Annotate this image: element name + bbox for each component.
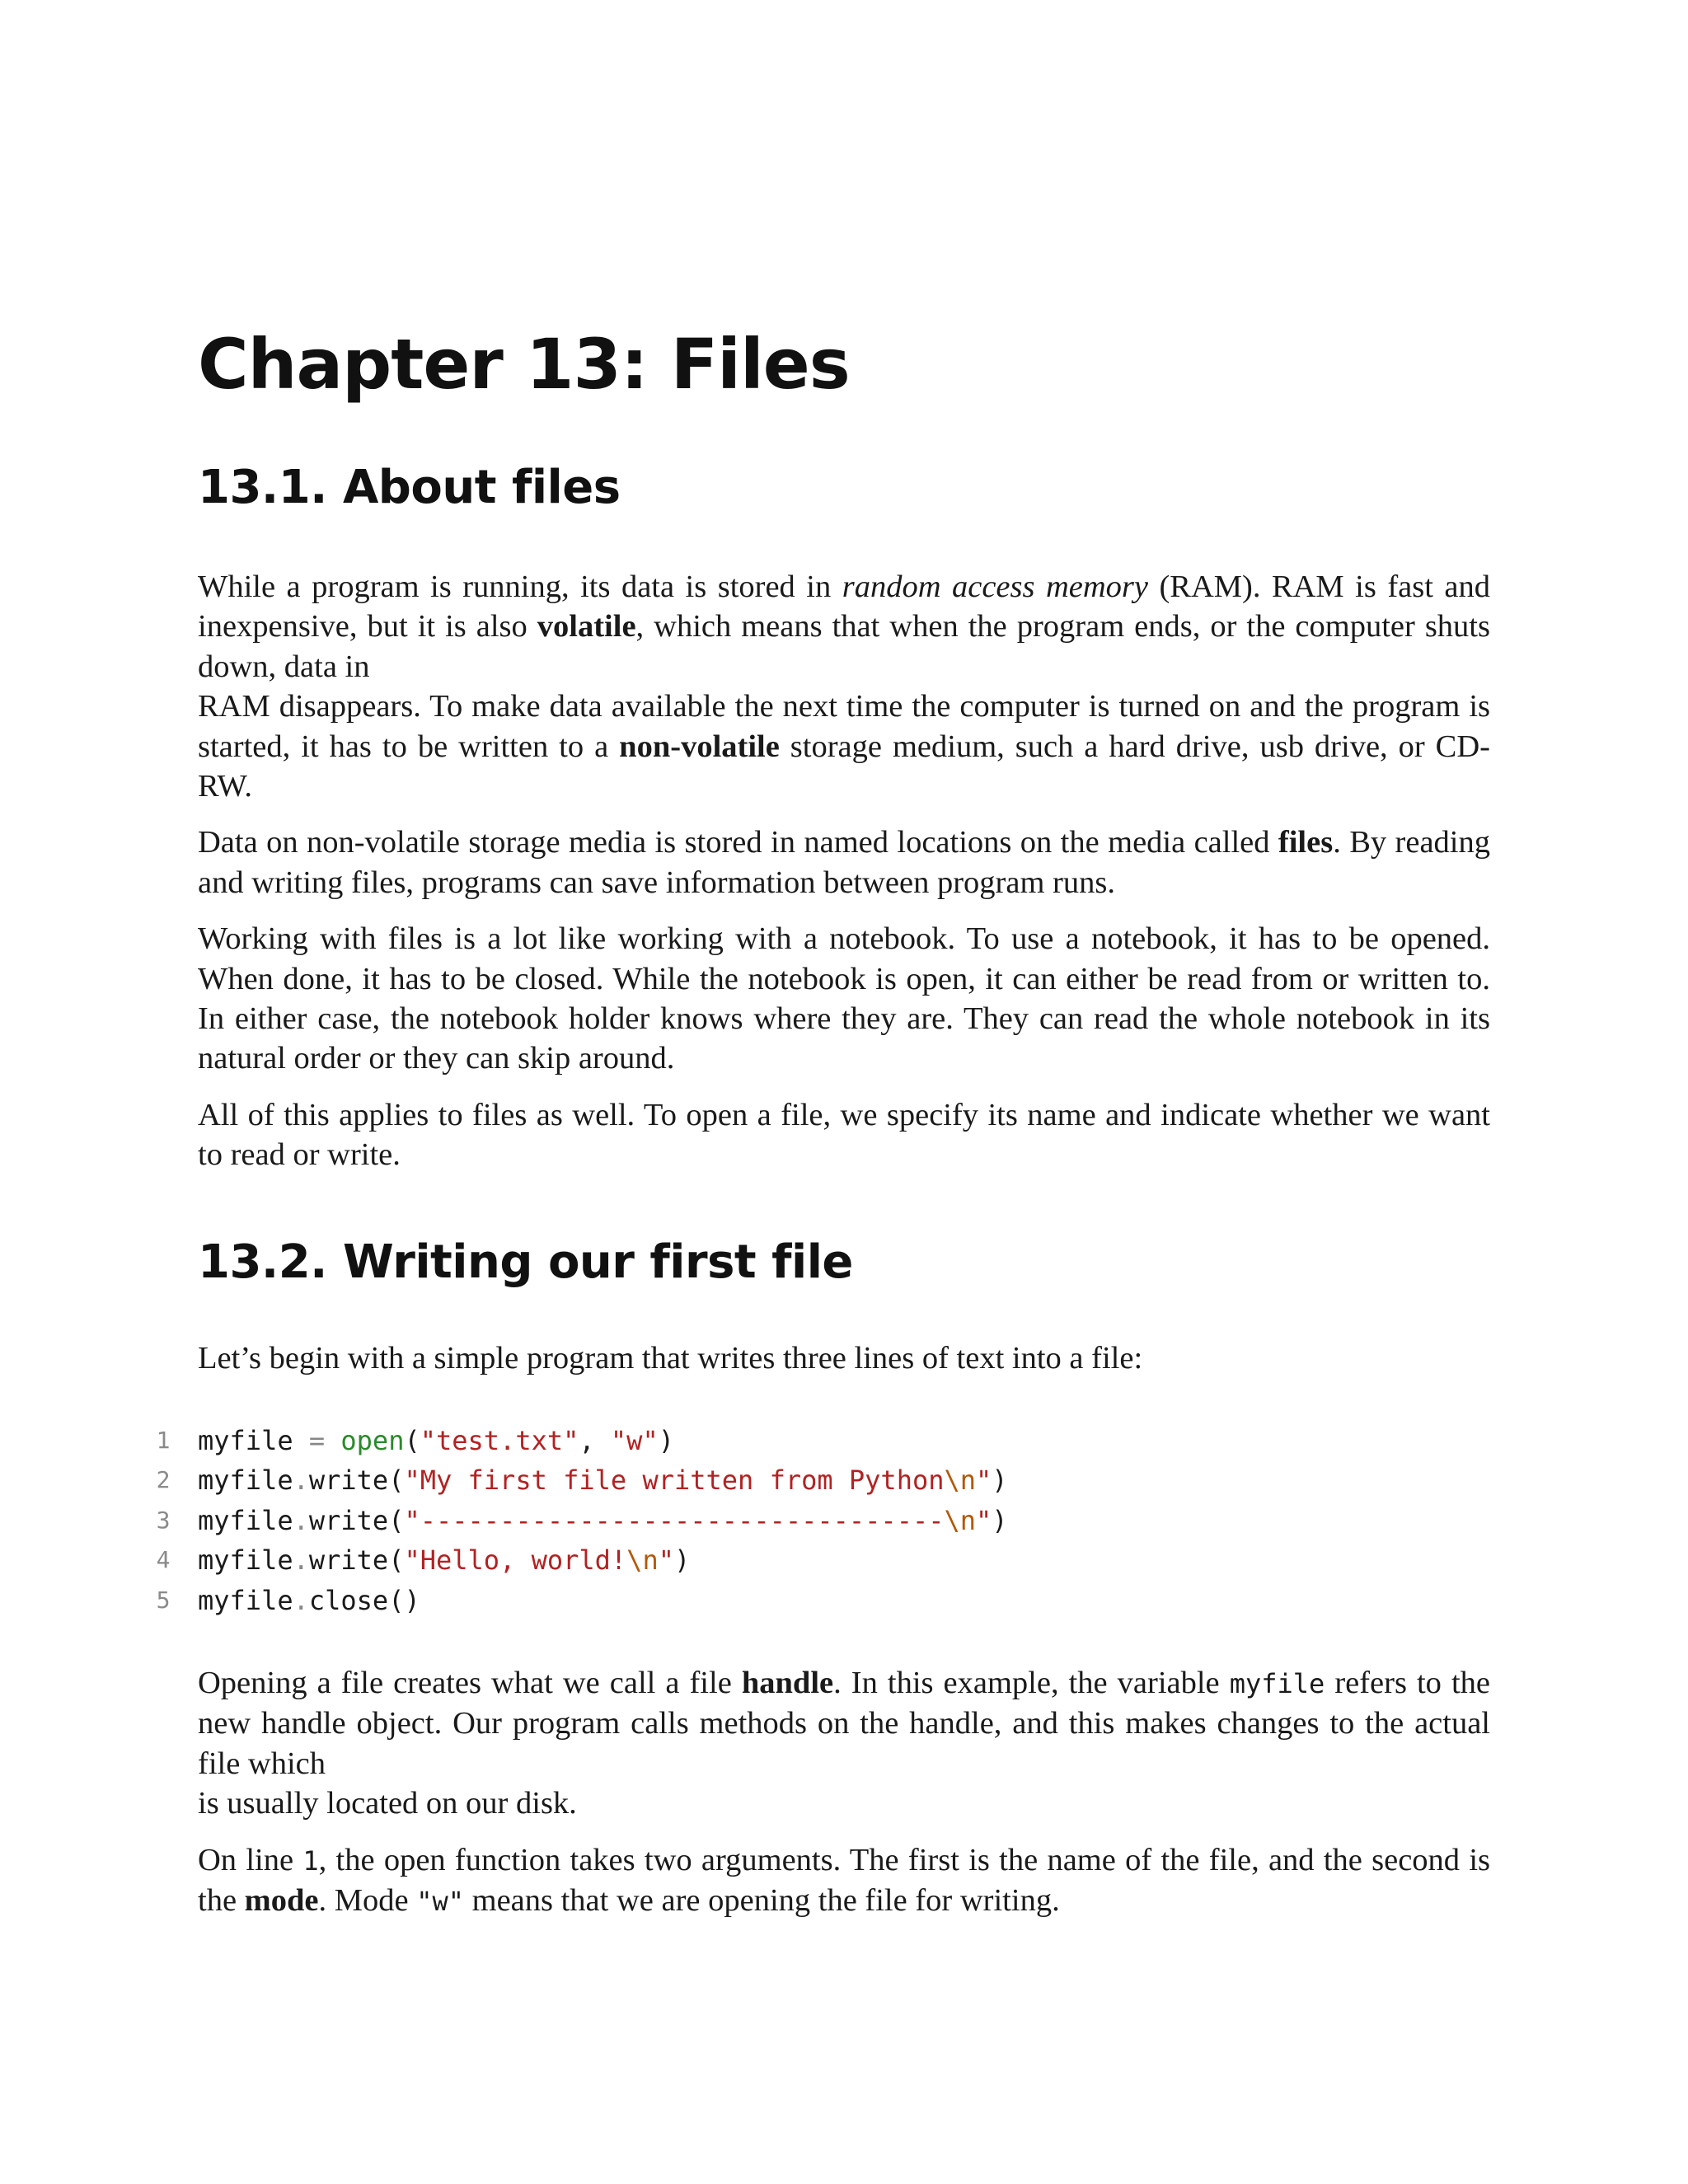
code-line [156,1460,1490,1500]
code-token: ) [992,1504,1008,1536]
code-token: \n [944,1465,977,1497]
line-number: 5 [156,1586,171,1614]
code-token: " [976,1504,992,1536]
text-run: All of this applies to files as well. To open a file, we specify its name and indicate whether we want to read or write. [198,1097,1490,1173]
code-token: "test.txt" [420,1425,579,1457]
code-token: . [293,1584,309,1616]
code-token: write [308,1544,389,1577]
inline-code: 1 [302,1844,319,1877]
text-run: is usually located on our disk. [198,1786,577,1821]
paragraph [198,1095,1490,1175]
code-token: write [308,1465,389,1497]
code-token: " [976,1465,992,1497]
code-token: , [579,1425,611,1457]
code-line [156,1421,1490,1460]
line-number: 3 [156,1506,171,1534]
italic-term: random access memory [842,569,1148,604]
text-run: Data on non-volatile storage media is stored in named locations on the media called [198,825,1278,860]
section-heading-about-files: 13.1. About files [198,461,621,514]
text-run: While a program is running, its data is stored in [198,569,842,604]
text-run: RAM disappears. To make data available the next time the computer is turned on and the program is started, it has to be written to a [198,689,1490,764]
text-run: . Mode [318,1883,417,1919]
bold-term: volatile [537,609,636,644]
text-run: means that we are opening the file for writing. [464,1883,1060,1919]
bold-term: non-volatile [619,729,780,764]
text-run: Working with files is a lot like working with a notebook. To use a notebook, it has to be opened. When done, it has to be closed. While the notebook is open, it can either be read from or written to. In either case, the notebook holder knows where they are. They can read the whole notebook in its natural order or they can skip around. [198,921,1490,1076]
code-token: " [658,1544,674,1577]
code-token: ( [388,1544,405,1577]
code-token: myfile [198,1425,293,1457]
paragraph [198,567,1490,806]
code-token: ) [673,1544,691,1577]
code-token: myfile [198,1544,293,1577]
code-token: \n [944,1504,977,1536]
text-run: . In this example, the variable [833,1666,1230,1701]
paragraph [198,823,1490,902]
document-page [156,324,1490,1921]
code-token: ) [658,1425,674,1457]
code-token: myfile [198,1465,293,1497]
text-run: Opening a file creates what we call a file [198,1666,742,1701]
code-token: . [293,1544,309,1577]
code-token: . [293,1465,309,1497]
code-token: "My first file written from Python [404,1465,945,1497]
bold-term: handle [741,1666,834,1701]
bold-term: files [1278,825,1334,860]
paragraph [198,1663,1490,1824]
text-run: refers to the new handle object. Our program calls methods on the handle, and this makes changes to the actual file which [198,1666,1490,1781]
text-run: On line [198,1842,303,1877]
text-run: storage medium, such a hard drive, usb drive, or CD-RW. [198,729,1490,804]
text-run: , which means that when the program ends, or the computer shuts down, data in [198,609,1490,684]
bold-term: mode [244,1883,319,1919]
line-number: 4 [156,1546,171,1574]
chapter-title: Chapter 13: Files [198,324,850,405]
code-token: "Hello, world! [404,1544,627,1577]
code-token: ) [992,1465,1008,1497]
line-number: 2 [156,1466,171,1494]
text-run: . By reading and writing files, programs can save information between program runs. [198,825,1490,900]
text-run: (RAM). RAM is fast and inexpensive, but it is also [198,569,1490,644]
code-block [156,1421,1490,1620]
code-token: write [308,1504,389,1536]
paragraph [198,1338,1490,1378]
inline-code: "w" [416,1886,464,1918]
line-number: 1 [156,1427,171,1455]
code-token: "w" [610,1425,659,1457]
text-run: , the open function takes two arguments. The first is the name of the file, and the second is the [198,1842,1490,1919]
text-run: Let’s begin with a simple program that writes three lines of text into a file: [198,1340,1143,1376]
code-line [156,1501,1490,1540]
code-token: myfile [198,1504,293,1536]
code-line [156,1581,1490,1620]
code-token: ( [388,1504,405,1536]
code-token: = [293,1425,341,1457]
section-heading-writing-first-file: 13.2. Writing our first file [198,1235,853,1289]
code-token: ( [404,1425,420,1457]
code-token: close [308,1584,389,1616]
code-token: ( [388,1465,405,1497]
code-token: () [388,1584,420,1616]
inline-code: myfile [1229,1668,1325,1700]
code-token: myfile [198,1584,293,1616]
paragraph [198,919,1490,1079]
code-token: "--------------------------------- [404,1504,945,1536]
paragraph [198,1840,1490,1922]
code-token: \n [626,1544,659,1577]
code-token: open [340,1425,405,1457]
code-token: . [293,1504,309,1536]
code-line [156,1540,1490,1580]
